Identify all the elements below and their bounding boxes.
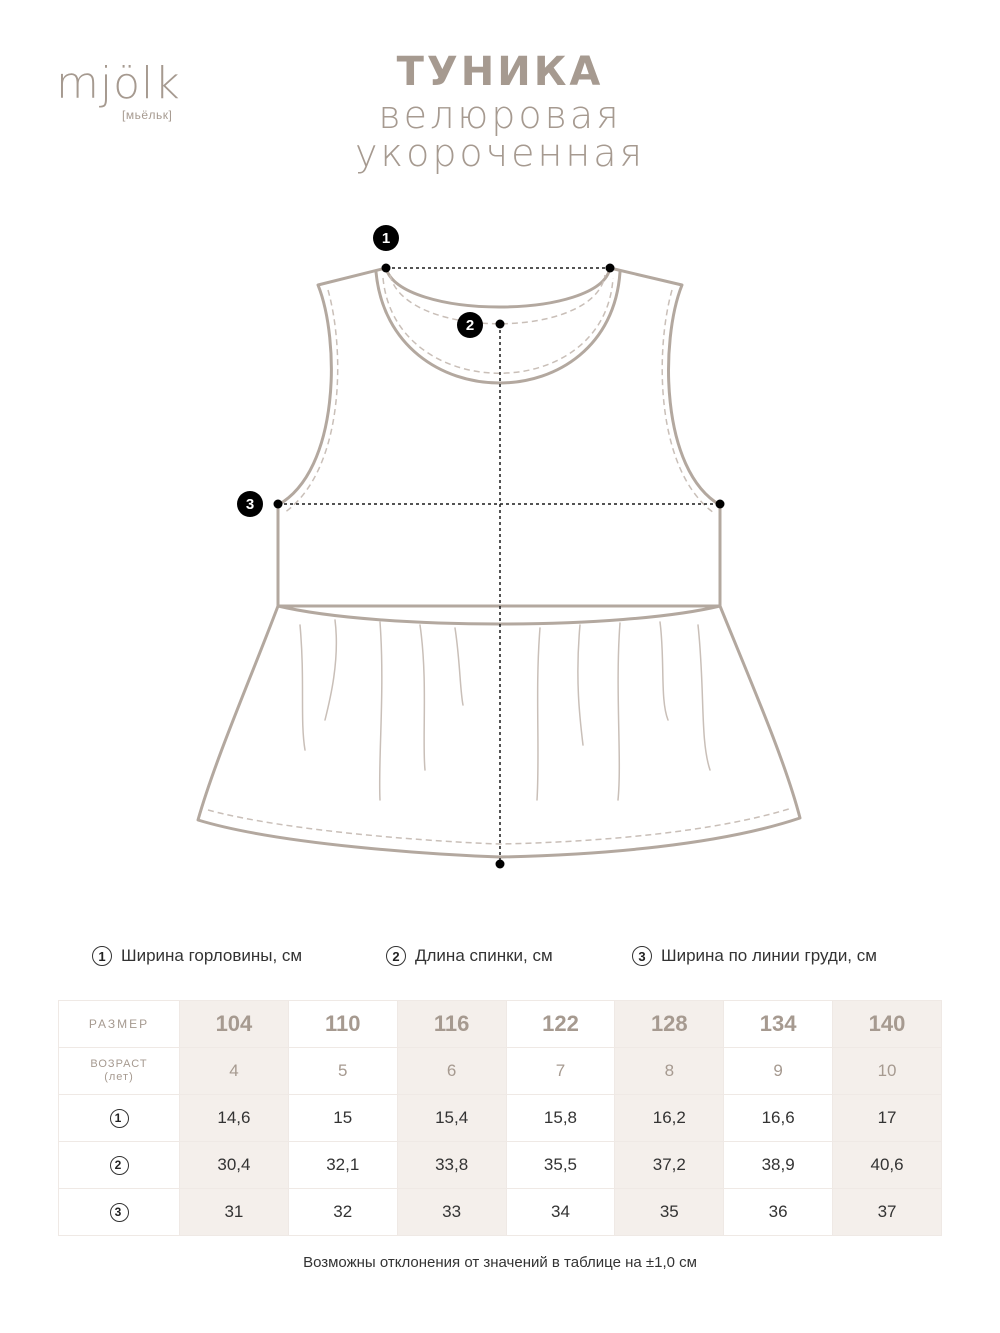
legend-number-1: 1 (92, 946, 112, 966)
tolerance-note: Возможны отклонения от значений в таблице на ±1,0 см (303, 1254, 697, 1271)
gather-fold (698, 625, 710, 770)
gather-fold (660, 622, 668, 720)
gather-fold (380, 622, 382, 800)
age-header-unit: (лет) (104, 1071, 134, 1083)
age-cell: 6 (397, 1048, 506, 1095)
value-cell: 36 (724, 1189, 833, 1236)
value-cell: 16,6 (724, 1095, 833, 1142)
measure-point (716, 500, 725, 509)
gather-fold (455, 628, 463, 705)
row-marker-2: 2 (110, 1156, 129, 1175)
value-cell: 37 (833, 1189, 942, 1236)
value-cell: 16,2 (615, 1095, 724, 1142)
size-cell: 122 (506, 1001, 615, 1048)
value-cell: 35,5 (506, 1142, 615, 1189)
size-table (58, 1000, 942, 1236)
legend-item-chest-width (632, 943, 877, 969)
row-marker-3: 3 (110, 1203, 129, 1222)
measure-row-back-length (59, 1142, 942, 1189)
tunic-peplum-outline (198, 606, 800, 857)
age-cell: 10 (833, 1048, 942, 1095)
legend-number-2: 2 (386, 946, 406, 966)
measure-row-chest-width (59, 1189, 942, 1236)
neckline-stitch (390, 275, 605, 324)
gather-fold (420, 625, 425, 770)
age-row (59, 1048, 942, 1095)
age-cell: 5 (288, 1048, 397, 1095)
row-marker-1: 1 (110, 1109, 129, 1128)
tunic-waist-seam (278, 606, 720, 624)
value-cell: 34 (506, 1189, 615, 1236)
value-cell: 15 (288, 1095, 397, 1142)
title-line-1: ТУНИКА (396, 49, 604, 95)
row-marker-cell (59, 1142, 180, 1189)
measure-point (496, 320, 505, 329)
gather-fold (618, 623, 620, 800)
size-row (59, 1001, 942, 1048)
marker-label-3: 3 (245, 496, 255, 513)
logo-transcription: [мьёльк] (122, 108, 173, 122)
row-marker-cell (59, 1189, 180, 1236)
size-cell: 110 (288, 1001, 397, 1048)
value-cell: 33 (397, 1189, 506, 1236)
gather-fold (300, 625, 305, 750)
gather-fold (578, 625, 583, 745)
value-cell: 32,1 (288, 1142, 397, 1189)
title-line-3: укороченная (355, 131, 645, 175)
age-cell: 9 (724, 1048, 833, 1095)
tunic-bodice-outline (278, 268, 720, 606)
value-cell: 38,9 (724, 1142, 833, 1189)
age-header-label: ВОЗРАСТ (90, 1058, 148, 1070)
measure-point (496, 860, 505, 869)
value-cell: 31 (180, 1189, 289, 1236)
size-cell: 104 (180, 1001, 289, 1048)
gather-fold (325, 620, 336, 720)
legend-label-1: Ширина горловины, см (121, 946, 303, 965)
logo-wordmark: mjölk (56, 58, 181, 109)
gather-fold (537, 628, 540, 800)
size-cell: 128 (615, 1001, 724, 1048)
legend-label-3: Ширина по линии груди, см (661, 946, 877, 965)
value-cell: 15,8 (506, 1095, 615, 1142)
value-cell: 15,4 (397, 1095, 506, 1142)
title-line-2: велюровая (378, 93, 622, 137)
measure-point (274, 500, 283, 509)
value-cell: 17 (833, 1095, 942, 1142)
value-cell: 35 (615, 1189, 724, 1236)
row-marker-cell (59, 1095, 180, 1142)
value-cell: 14,6 (180, 1095, 289, 1142)
size-cell: 116 (397, 1001, 506, 1048)
value-cell: 37,2 (615, 1142, 724, 1189)
size-cell: 140 (833, 1001, 942, 1048)
legend-item-neck-width (92, 943, 302, 969)
value-cell: 33,8 (397, 1142, 506, 1189)
measure-row-neck-width (59, 1095, 942, 1142)
legend-item-back-length (386, 943, 553, 969)
age-cell: 4 (180, 1048, 289, 1095)
legend-label-2: Длина спинки, см (415, 946, 553, 965)
age-cell: 7 (506, 1048, 615, 1095)
age-cell: 8 (615, 1048, 724, 1095)
legend-number-3: 3 (632, 946, 652, 966)
marker-label-1: 1 (381, 230, 391, 247)
size-header: РАЗМЕР (59, 1001, 180, 1048)
measure-point (606, 264, 615, 273)
marker-label-2: 2 (465, 317, 475, 334)
measure-point (382, 264, 391, 273)
value-cell: 30,4 (180, 1142, 289, 1189)
size-cell: 134 (724, 1001, 833, 1048)
value-cell: 32 (288, 1189, 397, 1236)
age-header (59, 1048, 180, 1095)
value-cell: 40,6 (833, 1142, 942, 1189)
